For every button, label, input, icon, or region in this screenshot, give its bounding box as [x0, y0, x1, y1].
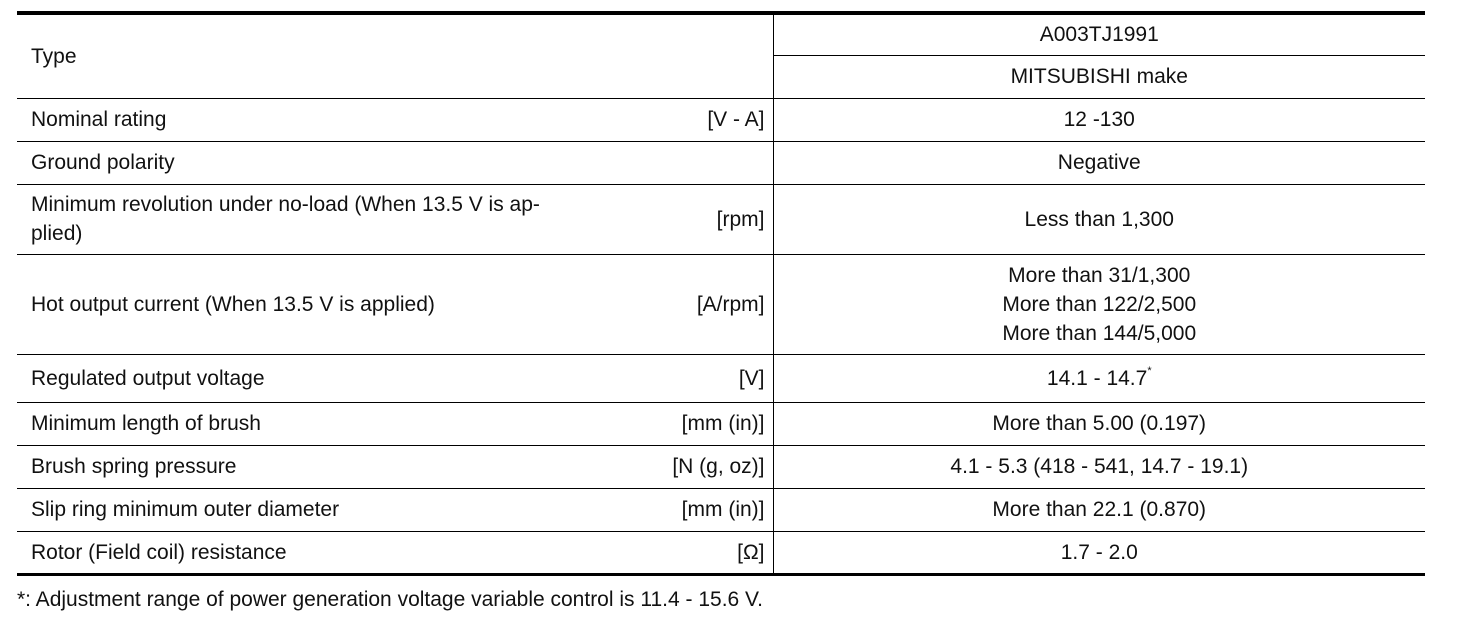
- row-value-line: More than 31/1,300: [1008, 263, 1191, 287]
- table-row: [17, 488, 1425, 531]
- row-unit: [Ω]: [638, 531, 773, 574]
- table-row: [17, 402, 1425, 445]
- table-row: [17, 98, 1425, 141]
- footnote: *: Adjustment range of power generation voltage variable control is 11.4 - 15.6 V.: [17, 588, 763, 611]
- row-value: More than 22.1 (0.870): [992, 498, 1207, 521]
- row-value: 12 -130: [1063, 108, 1135, 131]
- row-unit: [N (g, oz)]: [638, 445, 773, 488]
- row-label: [17, 184, 638, 254]
- row-value: 1.7 - 2.0: [1060, 540, 1138, 564]
- row-value: [773, 354, 1425, 402]
- row-label: Nominal rating: [31, 108, 167, 131]
- type-label: Type: [17, 13, 773, 98]
- row-label-line: plied): [31, 222, 83, 245]
- type-row: [17, 13, 1425, 55]
- table-row: [17, 445, 1425, 488]
- type-model-value: A003TJ1991: [1039, 23, 1159, 47]
- row-value: [773, 254, 1425, 354]
- row-label: Rotor (Field coil) resistance: [31, 540, 287, 564]
- table-row: [17, 254, 1425, 354]
- row-unit: [mm (in)]: [638, 402, 773, 445]
- table-row: [17, 354, 1425, 402]
- row-unit: [V]: [638, 354, 773, 402]
- row-label: Slip ring minimum outer diameter: [31, 498, 340, 521]
- row-value-line: More than 144/5,000: [1002, 321, 1197, 345]
- specification-table: [17, 11, 1425, 576]
- row-unit: [V - A]: [638, 98, 773, 141]
- row-label: Brush spring pressure: [31, 455, 237, 478]
- row-label-line: Minimum revolution under no-load (When 13.5 V is ap-: [31, 193, 540, 216]
- row-value: Negative: [1057, 151, 1141, 174]
- table-row: [17, 531, 1425, 574]
- footnote-marker: *: [1147, 364, 1152, 377]
- row-value: 4.1 - 5.3 (418 - 541, 14.7 - 19.1): [950, 455, 1249, 478]
- row-value-line: More than 122/2,500: [1002, 292, 1197, 316]
- row-unit: [638, 141, 773, 184]
- table-row: [17, 184, 1425, 254]
- row-unit: [mm (in)]: [638, 488, 773, 531]
- type-make-value: MITSUBISHI make: [1010, 65, 1188, 88]
- row-label: Hot output current (When 13.5 V is applied): [31, 292, 435, 316]
- row-label: Ground polarity: [31, 151, 175, 174]
- row-value: More than 5.00 (0.197): [992, 412, 1207, 435]
- row-label: Minimum length of brush: [31, 412, 261, 435]
- row-unit: [rpm]: [638, 184, 773, 254]
- row-value: Less than 1,300: [1024, 207, 1174, 231]
- row-unit: [A/rpm]: [638, 254, 773, 354]
- row-value-text: 14.1 - 14.7: [1046, 366, 1148, 390]
- table-row: [17, 141, 1425, 184]
- row-label: Regulated output voltage: [31, 366, 265, 390]
